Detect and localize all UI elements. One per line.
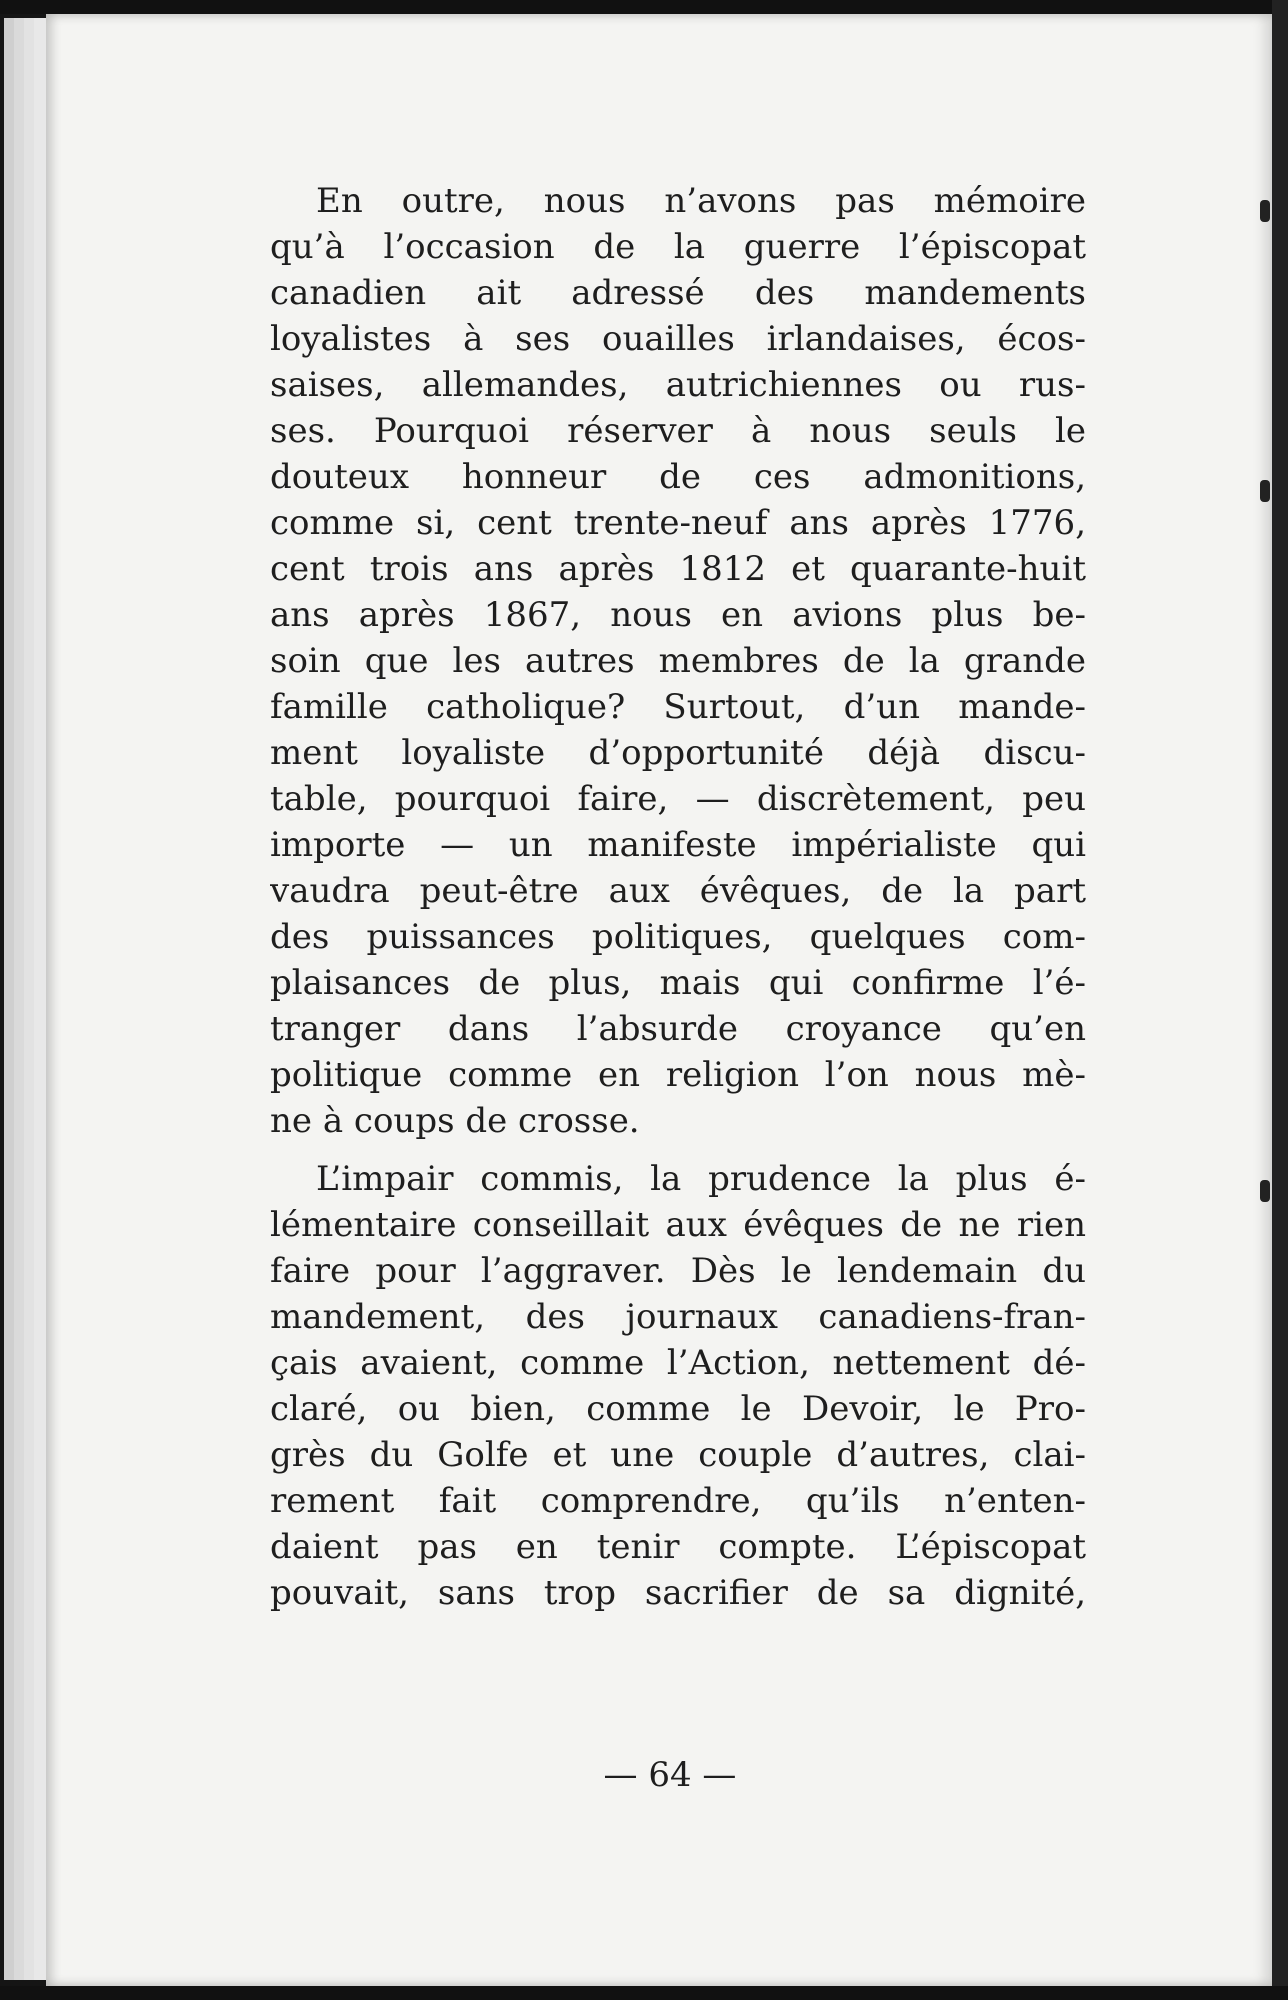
text-line: des puissances politiques, quelques com- <box>270 917 1086 957</box>
text-line: politique comme en religion l’on nous mè- <box>270 1055 1086 1095</box>
text-line: faire pour l’aggraver. Dès le lendemain du <box>270 1251 1086 1291</box>
text-line: lémentaire conseillait aux évêques de ne rien <box>270 1205 1086 1245</box>
scan-border-bottom <box>0 1986 1288 2000</box>
text-line: rement fait comprendre, qu’ils n’enten- <box>270 1481 1086 1521</box>
text-line: tranger dans l’absurde croyance qu’en <box>270 1009 1086 1049</box>
text-line: ans après 1867, nous en avions plus be- <box>270 595 1086 635</box>
text-line: qu’à l’occasion de la guerre l’épiscopat <box>270 227 1086 267</box>
text-line: cent trois ans après 1812 et quarante-huit <box>270 549 1086 589</box>
text-line: vaudra peut-être aux évêques, de la part <box>270 871 1086 911</box>
binding-mark <box>1260 200 1270 222</box>
binding-mark <box>1260 480 1270 502</box>
text-line: saises, allemandes, autrichiennes ou rus- <box>270 365 1086 405</box>
text-line: En outre, nous n’avons pas mémoire <box>316 181 1086 221</box>
text-line: çais avaient, comme l’Action, nettement dé- <box>270 1343 1086 1383</box>
paragraph-1 <box>270 178 1086 1144</box>
text-line: plaisances de plus, mais qui confirme l’é- <box>270 963 1086 1003</box>
page-number: — 64 — <box>603 1755 737 1795</box>
paragraph-2 <box>270 1156 1086 1616</box>
text-line: soin que les autres membres de la grande <box>270 641 1086 681</box>
text-line: canadien ait adressé des mandements <box>270 273 1086 313</box>
text-line: daient pas en tenir compte. L’épiscopat <box>270 1527 1086 1567</box>
scan-border-top <box>0 0 1288 14</box>
text-line: ne à coups de crosse. <box>270 1101 640 1141</box>
scan-border-right <box>1272 0 1288 2000</box>
text-line: importe — un manifeste impérialiste qui <box>270 825 1086 865</box>
text-line: table, pourquoi faire, — discrètement, peu <box>270 779 1086 819</box>
text-line: ment loyaliste d’opportunité déjà discu- <box>270 733 1086 773</box>
text-line: loyalistes à ses ouailles irlandaises, écos- <box>270 319 1086 359</box>
text-line: ses. Pourquoi réserver à nous seuls le <box>270 411 1086 451</box>
text-line: famille catholique? Surtout, d’un mande- <box>270 687 1086 727</box>
text-line: claré, ou bien, comme le Devoir, le Pro- <box>270 1389 1086 1429</box>
binding-mark <box>1260 1180 1270 1202</box>
body-text <box>270 178 1086 1616</box>
text-line: comme si, cent trente-neuf ans après 1776, <box>270 503 1086 543</box>
text-line: grès du Golfe et une couple d’autres, clai- <box>270 1435 1086 1475</box>
text-line: mandement, des journaux canadiens-fran- <box>270 1297 1086 1337</box>
text-line: L’impair commis, la prudence la plus é- <box>316 1159 1086 1199</box>
text-line: douteux honneur de ces admonitions, <box>270 457 1086 497</box>
text-line: pouvait, sans trop sacrifier de sa dignité, <box>270 1573 1086 1613</box>
